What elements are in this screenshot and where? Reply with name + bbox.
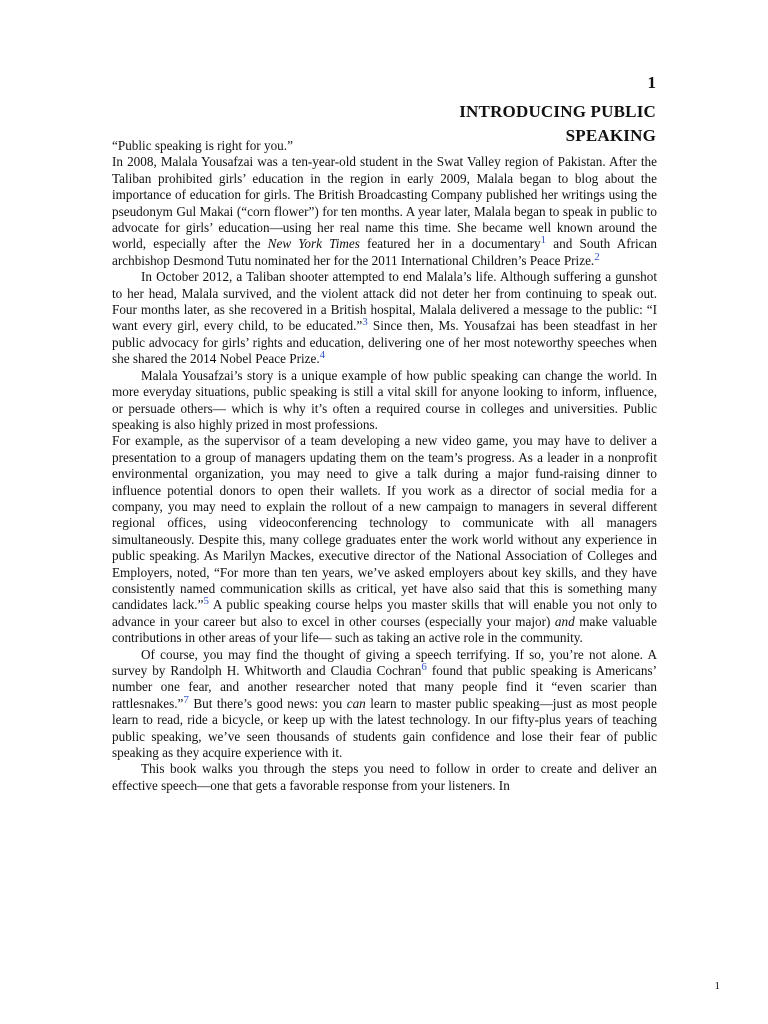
footnote-marker: 2 — [594, 250, 600, 263]
text-run: In October 2012, a Taliban shooter attempted to end Malala’s life. Although suffering a gunshot to her head, Malala survived, and the violent attack did not deter her from continuing to speak out. Four months later, as she recovered in a British hospital, Malala delivered a message to the public: “I want every girl, every child, to be educated.” — [112, 269, 657, 334]
text-run: featured her in a documentary — [359, 236, 541, 252]
text-run: “Public speaking is right for you.” — [112, 138, 293, 153]
text-run: In 2008, Malala Yousafzai was a ten-year-old student in the Swat Valley region of Pakistan. After the Taliban prohibited girls’ education in the region in early 2009, Malala began to blog about the importance of education for girls. The British Broadcasting Company published her writings using the pseudonym Gul Makai (“corn flower”) for ten months. A year later, Malala began to speak in public to advocate for girls’ education—using her real name this time. She became well known around the world, especially after the — [112, 154, 657, 252]
footnote-marker: 5 — [203, 595, 209, 608]
text-run: Malala Yousafzai’s story is a unique example of how public speaking can change the world. In more everyday situations, public speaking is still a vital skill for anyone looking to inform, influence, or persuade others— which is why it’s often a required course in colleges and universities. Public speaking is also highly prized in most professions. — [112, 367, 657, 432]
paragraph — [112, 154, 657, 269]
text-run: A public speaking course helps you master skills that will enable you not only to advance in your career but also to excel in other courses (especially your major) — [112, 597, 657, 629]
paragraph — [112, 761, 657, 794]
italic-text: can — [346, 695, 366, 711]
chapter-title-line-1: INTRODUCING PUBLIC — [459, 102, 656, 121]
page-number: 1 — [714, 980, 720, 992]
epigraph — [112, 138, 657, 154]
text-run: found that public speaking is Americans’ number one fear, and another researcher noted that many people find it “even scarier than rattlesnakes.” — [112, 663, 657, 711]
footnote-marker: 4 — [319, 349, 326, 362]
footnote-marker: 3 — [362, 316, 368, 329]
paragraph — [112, 368, 657, 434]
chapter-title-line-2: SPEAKING — [565, 126, 656, 145]
text-run: But there’s good news: you — [188, 695, 347, 711]
text-run: and South African archbishop Desmond Tutu nominated her for the 2011 International Children’s Peace Prize. — [112, 236, 657, 268]
italic-text: and — [554, 613, 575, 629]
text-run: Of course, you may find the thought of giving a speech terrifying. If so, you’re not alone. A survey by Randolph H. Whitworth and Claudia Cochran — [112, 646, 657, 678]
text-run: Since then, Ms. Yousafzai has been steadfast in her public advocacy for girls’ rights and education, delivering one of her most noteworthy speeches when she shared the 2014 Nobel Peace Prize. — [112, 318, 657, 367]
footnote-marker: 6 — [421, 661, 427, 673]
italic-text: New York Times — [267, 236, 360, 252]
paragraph — [112, 647, 657, 762]
text-run: This book walks you through the steps you need to follow in order to create and deliver an effective speech—one that gets a favorable response from your listeners. In — [112, 761, 657, 793]
paragraph — [112, 269, 657, 367]
footnote-marker: 7 — [183, 693, 189, 706]
body-text — [112, 138, 657, 794]
footnote-marker: 1 — [540, 234, 547, 247]
chapter-number: 1 — [647, 73, 656, 92]
paragraph — [112, 433, 657, 646]
text-run: make valuable contributions in other areas of your life— such as taking an active role in the community. — [112, 613, 657, 646]
text-run: learn to master public speaking—just as most people learn to read, ride a bicycle, or keep up with the latest technology. In our fifty-plus years of teaching public speaking, we’ve seen thousands of students gain confidence and lose their fear of public speaking as they acquire experience with it. — [112, 695, 657, 761]
text-run: For example, as the supervisor of a team developing a new video game, you may have to deliver a presentation to a group of managers updating them on the team’s progress. As a leader in a nonprofit environmental organization, you may need to give a talk during a major fund-raising dinner to influence potential donors to open their wallets. If you work as a director of social media for a company, you may need to explain the rollout of a new campaign to managers in several different regional offices, using videoconferencing technology to communicate with all managers simultaneously. Despite this, many college graduates enter the work world without any experience in public speaking. As Marilyn Mackes, executive director of the National Association of Colleges and Employers, noted, “For more than ten years, we’ve asked employers about key skills, and they have consistently named communication skills as critical, yet have also said that this is something many candidates lack.” — [112, 433, 657, 613]
